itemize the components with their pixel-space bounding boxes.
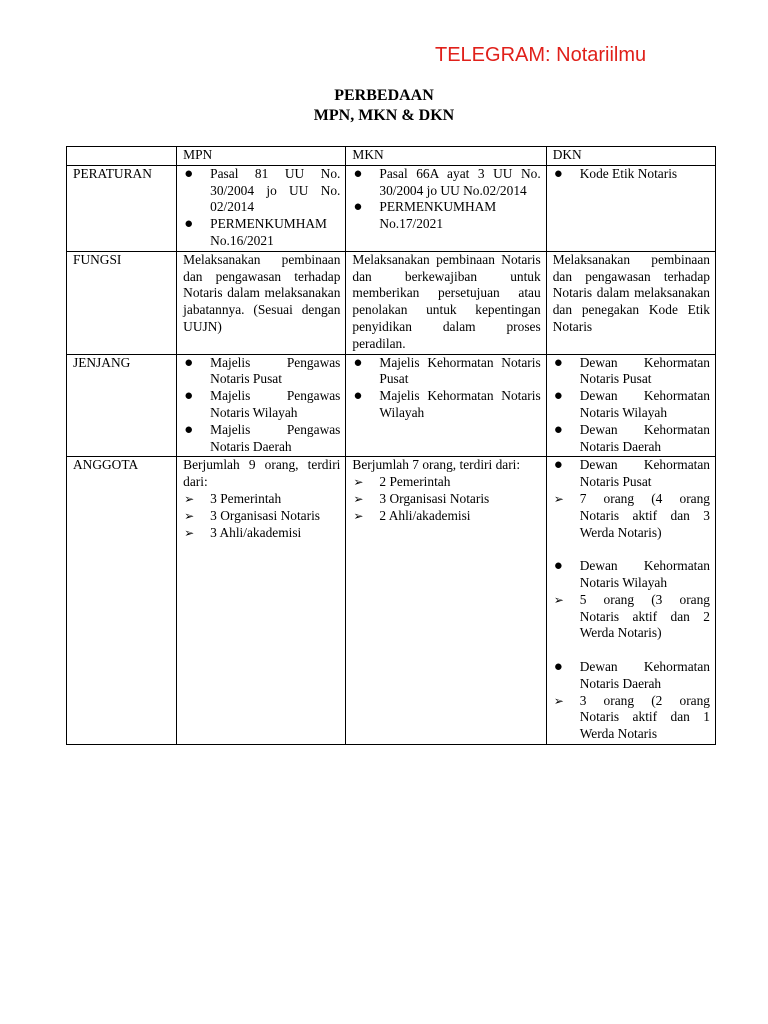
list-item bbox=[183, 491, 340, 508]
bullet-icon: ● bbox=[353, 199, 363, 216]
arrow-bullet-icon: ➢ bbox=[553, 592, 564, 607]
list-item-text: Dewan Kehormatan Notaris Pusat bbox=[579, 354, 710, 387]
list-item-text: Dewan Kehormatan Notaris Wilayah bbox=[579, 388, 710, 420]
arrow-bullet-icon: ➢ bbox=[553, 491, 564, 506]
table-row-peraturan bbox=[67, 165, 716, 251]
list-item-text: Dewan Kehormatan Notaris Pusat bbox=[579, 457, 710, 490]
bullet-icon: ● bbox=[553, 558, 563, 575]
bullet-icon: ● bbox=[353, 165, 363, 182]
list-item-text: Majelis Pengawas Notaris Pusat bbox=[210, 354, 341, 387]
list-item bbox=[183, 355, 340, 389]
spacer bbox=[553, 642, 710, 659]
header-cell-mpn: MPN bbox=[177, 147, 346, 166]
list-item-text: Majelis Kehormatan Notaris Pusat bbox=[379, 354, 541, 387]
row-label-peraturan: PERATURAN bbox=[67, 165, 177, 251]
bullet-icon: ● bbox=[184, 165, 194, 182]
title-line-1: PERBEDAAN bbox=[334, 87, 434, 104]
row-label-anggota: ANGGOTA bbox=[67, 457, 177, 745]
jenjang-dkn-cell bbox=[546, 354, 715, 457]
arrow-bullet-icon: ➢ bbox=[184, 491, 195, 506]
anggota-mpn-intro: Berjumlah 9 orang, terdiri dari: bbox=[183, 457, 341, 490]
bullet-icon: ● bbox=[184, 354, 194, 371]
list-item bbox=[352, 474, 540, 491]
bullet-icon: ● bbox=[553, 421, 563, 438]
arrow-bullet-icon: ➢ bbox=[353, 491, 364, 506]
list-item bbox=[553, 592, 710, 642]
list-item-text: PERMENKUMHAM No.16/2021 bbox=[210, 216, 327, 248]
list-item-text: Dewan Kehormatan Notaris Daerah bbox=[579, 421, 710, 454]
list-item bbox=[183, 422, 340, 456]
row-label-fungsi: FUNGSI bbox=[67, 251, 177, 354]
list-item-text: 3 orang (2 orang Notaris aktif dan 1 Werda Notaris bbox=[579, 692, 710, 742]
list-item-text: Pasal 81 UU No. 30/2004 jo UU No. 02/2014 bbox=[210, 165, 341, 215]
list-item bbox=[183, 216, 340, 250]
list-item-text: Dewan Kehormatan Notaris Wilayah bbox=[579, 558, 710, 590]
bullet-icon: ● bbox=[184, 216, 194, 233]
list-item bbox=[553, 457, 710, 491]
bullet-icon: ● bbox=[553, 388, 563, 405]
header-cell-mkn: MKN bbox=[346, 147, 546, 166]
list-item-text: 2 Pemerintah bbox=[379, 474, 451, 490]
list-item bbox=[183, 508, 340, 525]
anggota-mkn-intro: Berjumlah 7 orang, terdiri dari: bbox=[352, 457, 521, 473]
list-item bbox=[553, 355, 710, 389]
list-item bbox=[183, 525, 340, 542]
table-row-jenjang bbox=[67, 354, 716, 457]
arrow-bullet-icon: ➢ bbox=[353, 475, 364, 490]
list-item-text: 3 Pemerintah bbox=[210, 490, 282, 506]
comparison-table bbox=[66, 146, 716, 745]
list-item-text: Pasal 66A ayat 3 UU No. 30/2004 jo UU No.02/2014 bbox=[379, 165, 541, 198]
bullet-icon: ● bbox=[553, 165, 563, 182]
fungsi-mpn-cell: Melaksanakan pembinaan dan pengawasan terhadap Notaris dalam melaksanakan jabatannya. (Sesuai dengan UUJN) bbox=[177, 251, 346, 354]
list-item bbox=[183, 388, 340, 422]
telegram-watermark: TELEGRAM: Notariilmu bbox=[435, 44, 647, 66]
bullet-icon: ● bbox=[553, 457, 563, 474]
list-item bbox=[352, 508, 540, 525]
list-item bbox=[553, 491, 710, 541]
list-item-text: 3 Organisasi Notaris bbox=[210, 507, 320, 523]
row-label-jenjang: JENJANG bbox=[67, 354, 177, 457]
table-row-anggota bbox=[67, 457, 716, 745]
bullet-icon: ● bbox=[184, 421, 194, 438]
list-item-text: Kode Etik Notaris bbox=[579, 165, 678, 181]
list-item bbox=[352, 355, 540, 389]
list-item-text: 2 Ahli/akademisi bbox=[379, 507, 471, 523]
table-row-fungsi bbox=[67, 251, 716, 354]
list-item bbox=[553, 422, 710, 456]
jenjang-mkn-cell bbox=[346, 354, 546, 457]
list-item bbox=[352, 199, 540, 233]
list-item bbox=[352, 388, 540, 422]
bullet-icon: ● bbox=[553, 354, 563, 371]
list-item bbox=[553, 558, 710, 592]
bullet-icon: ● bbox=[353, 354, 363, 371]
arrow-bullet-icon: ➢ bbox=[353, 508, 364, 523]
list-item-text: 5 orang (3 orang Notaris aktif dan 2 Werda Notaris) bbox=[579, 591, 710, 641]
list-item bbox=[352, 166, 540, 200]
bullet-icon: ● bbox=[184, 388, 194, 405]
title-line-2: MPN, MKN & DKN bbox=[313, 107, 455, 124]
arrow-bullet-icon: ➢ bbox=[184, 508, 195, 523]
list-item-text: Dewan Kehormatan Notaris Daerah bbox=[579, 658, 710, 691]
anggota-mpn-cell bbox=[177, 457, 346, 745]
peraturan-mkn-cell bbox=[346, 165, 546, 251]
list-item bbox=[553, 659, 710, 693]
list-item-text: 3 Ahli/akademisi bbox=[210, 524, 302, 540]
header-cell-empty bbox=[67, 147, 177, 166]
bullet-icon: ● bbox=[553, 658, 563, 675]
table-header-row bbox=[67, 147, 716, 166]
fungsi-mkn-cell: Melaksanakan pembinaan Notaris dan berkewajiban untuk memberikan persetujuan atau penolakan untuk kepentingan penyidikan dalam proses peradilan. bbox=[346, 251, 546, 354]
arrow-bullet-icon: ➢ bbox=[184, 525, 195, 540]
jenjang-mpn-cell bbox=[177, 354, 346, 457]
document-title bbox=[0, 86, 768, 126]
list-item bbox=[352, 491, 540, 508]
peraturan-mpn-cell bbox=[177, 165, 346, 251]
fungsi-dkn-cell: Melaksanakan pembinaan dan pengawasan terhadap Notaris dalam melaksanakan dan penegakan Kode Etik Notaris bbox=[546, 251, 715, 354]
list-item-text: 7 orang (4 orang Notaris aktif dan 3 Werda Notaris) bbox=[579, 490, 710, 540]
anggota-dkn-cell bbox=[546, 457, 715, 745]
spacer bbox=[553, 541, 710, 558]
list-item-text: Majelis Kehormatan Notaris Wilayah bbox=[379, 388, 541, 420]
list-item-text: PERMENKUMHAM No.17/2021 bbox=[379, 199, 497, 232]
list-item bbox=[553, 388, 710, 422]
anggota-mkn-cell bbox=[346, 457, 546, 745]
list-item bbox=[183, 166, 340, 216]
peraturan-dkn-cell bbox=[546, 165, 715, 251]
list-item-text: 3 Organisasi Notaris bbox=[379, 490, 490, 506]
bullet-icon: ● bbox=[353, 388, 363, 405]
list-item bbox=[553, 166, 710, 183]
arrow-bullet-icon: ➢ bbox=[553, 693, 564, 708]
list-item-text: Majelis Pengawas Notaris Wilayah bbox=[210, 388, 341, 420]
list-item-text: Majelis Pengawas Notaris Daerah bbox=[210, 421, 341, 454]
header-cell-dkn: DKN bbox=[546, 147, 715, 166]
list-item bbox=[553, 693, 710, 743]
